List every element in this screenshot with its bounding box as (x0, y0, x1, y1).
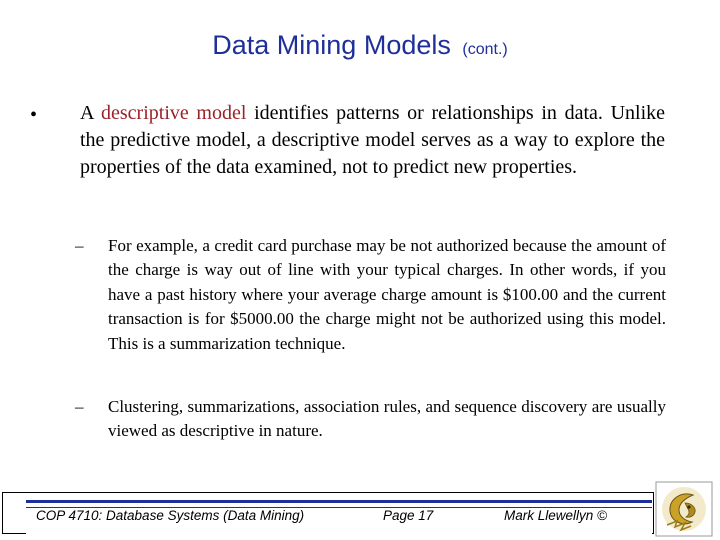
main-paragraph (80, 100, 665, 181)
footer-author: Mark Llewellyn © (504, 508, 607, 523)
sub-bullet-marker: – (75, 397, 84, 416)
sub-bullet-techniques: Clustering, summarizations, association rules, and sequence discovery are usually viewed as descriptive in nature. (108, 397, 666, 441)
main-paragraph-lead: A (80, 102, 102, 124)
highlighted-term: descriptive model (101, 102, 247, 124)
sub-bullet-example: For example, a credit card purchase may be not authorized because the amount of the charge is way out of line with your typical charges. In other words, if you have a past history where your average charge amount is $100.00 and the current transaction is for $5000.00 the charge might not be authorized using this model. This is a summarization technique. (108, 236, 666, 353)
slide-title (0, 30, 720, 61)
bullet-marker: • (30, 104, 38, 126)
sub-bullet-marker: – (75, 236, 84, 255)
footer-page-number: Page 17 (383, 508, 434, 523)
slide-title-main: Data Mining Models (212, 30, 451, 60)
main-paragraph-rest: identifies patterns or relationships in data. Unlike the predictive model, a descriptive model serves as a way to explore the properties of the data examined, not to predict new properties. (80, 102, 666, 178)
footer-course: COP 4710: Database Systems (Data Mining) (36, 508, 305, 523)
university-logo-icon (655, 481, 713, 537)
slide-title-suffix: (cont.) (462, 41, 508, 58)
